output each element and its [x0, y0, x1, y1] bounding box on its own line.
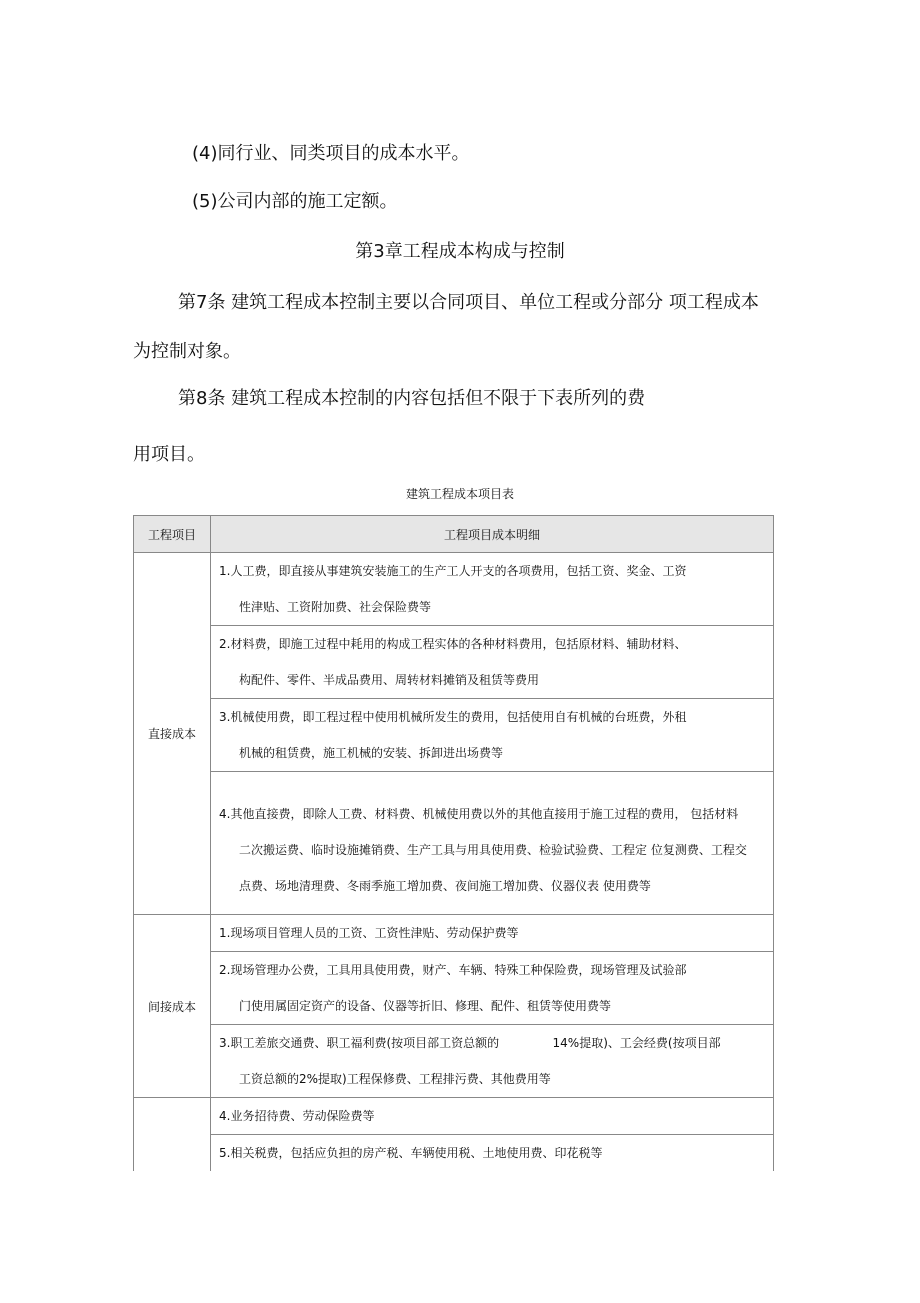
detail-line: 机械的租赁费，施工机械的安装、拆卸进出场费等 — [239, 746, 504, 760]
category-continued — [134, 1098, 211, 1172]
detail-cell — [211, 915, 774, 952]
table-row — [134, 626, 774, 699]
article-8-line-2: 用项目。 — [133, 444, 205, 465]
detail-line: 4.其他直接费，即除人工费、材料费、机械使用费以外的其他直接用于施工过程的费用， 包括材料 — [219, 807, 739, 821]
article-7-line-1: 第7条 建筑工程成本控制主要以合同项目、单位工程或分部分 项工程成本 — [178, 292, 759, 313]
detail-line: 3.职工差旅交通费、职工福利费(按项目部工资总额的 14%提取)、工会经费(按项目部 — [219, 1036, 721, 1050]
detail-line: 2.材料费，即施工过程中耗用的构成工程实体的各种材料费用，包括原材料、辅助材料、 — [219, 637, 687, 651]
article-8-line-1: 第8条 建筑工程成本控制的内容包括但不限于下表所列的费 — [178, 388, 646, 409]
detail-cell — [211, 772, 774, 915]
detail-line: 性津贴、工资附加费、社会保险费等 — [239, 600, 432, 614]
detail-cell — [211, 1025, 774, 1098]
table-row — [134, 1025, 774, 1098]
detail-line: 1.人工费，即直接从事建筑安装施工的生产工人开支的各项费用，包括工资、奖金、工资 — [219, 564, 687, 578]
detail-line: 3.机械使用费，即工程过程中使用机械所发生的费用，包括使用自有机械的台班费，外租 — [219, 710, 687, 724]
table-row — [134, 1135, 774, 1172]
detail-cell — [211, 1135, 774, 1172]
table-row — [134, 1098, 774, 1135]
detail-line: 门使用属固定资产的设备、仪器等折旧、修理、配件、租赁等使用费等 — [239, 999, 612, 1013]
detail-line: 4.业务招待费、劳动保险费等 — [219, 1109, 375, 1123]
detail-cell — [211, 952, 774, 1025]
detail-line: 二次搬运费、临时设施摊销费、生产工具与用具使用费、检验试验费、工程定 位复测费、工程交 — [239, 843, 747, 857]
table-header-row — [134, 516, 774, 553]
item-5: (5)公司内部的施工定额。 — [192, 191, 398, 212]
table-row — [134, 772, 774, 915]
article-7-line-2: 为控制对象。 — [133, 341, 241, 362]
table-row — [134, 952, 774, 1025]
table-row — [134, 699, 774, 772]
detail-line: 工资总额的2%提取)工程保修费、工程排污费、其他费用等 — [239, 1072, 551, 1086]
table-caption: 建筑工程成本项目表 — [405, 487, 514, 501]
header-detail: 工程项目成本明细 — [211, 516, 774, 553]
detail-line: 5.相关税费，包括应负担的房产税、车辆使用税、土地使用费、印花税等 — [219, 1146, 603, 1160]
item-4: (4)同行业、同类项目的成本水平。 — [192, 143, 470, 164]
detail-line: 点费、场地清理费、冬雨季施工增加费、夜间施工增加费、仪器仪表 使用费等 — [239, 879, 651, 893]
category-indirect-cost: 间接成本 — [134, 915, 211, 1098]
detail-cell — [211, 1098, 774, 1135]
category-direct-cost: 直接成本 — [134, 553, 211, 915]
table-row — [134, 915, 774, 952]
chapter-heading: 第3章工程成本构成与控制 — [355, 241, 565, 262]
cost-items-table — [133, 515, 774, 1171]
detail-cell — [211, 553, 774, 626]
header-project: 工程项目 — [134, 516, 211, 553]
table-row — [134, 553, 774, 626]
detail-cell — [211, 699, 774, 772]
detail-line: 2.现场管理办公费，工具用具使用费，财产、车辆、特殊工种保险费，现场管理及试验部 — [219, 963, 687, 977]
detail-line: 构配件、零件、半成品费用、周转材料摊销及租赁等费用 — [239, 673, 540, 687]
detail-line: 1.现场项目管理人员的工资、工资性津贴、劳动保护费等 — [219, 926, 519, 940]
detail-cell — [211, 626, 774, 699]
